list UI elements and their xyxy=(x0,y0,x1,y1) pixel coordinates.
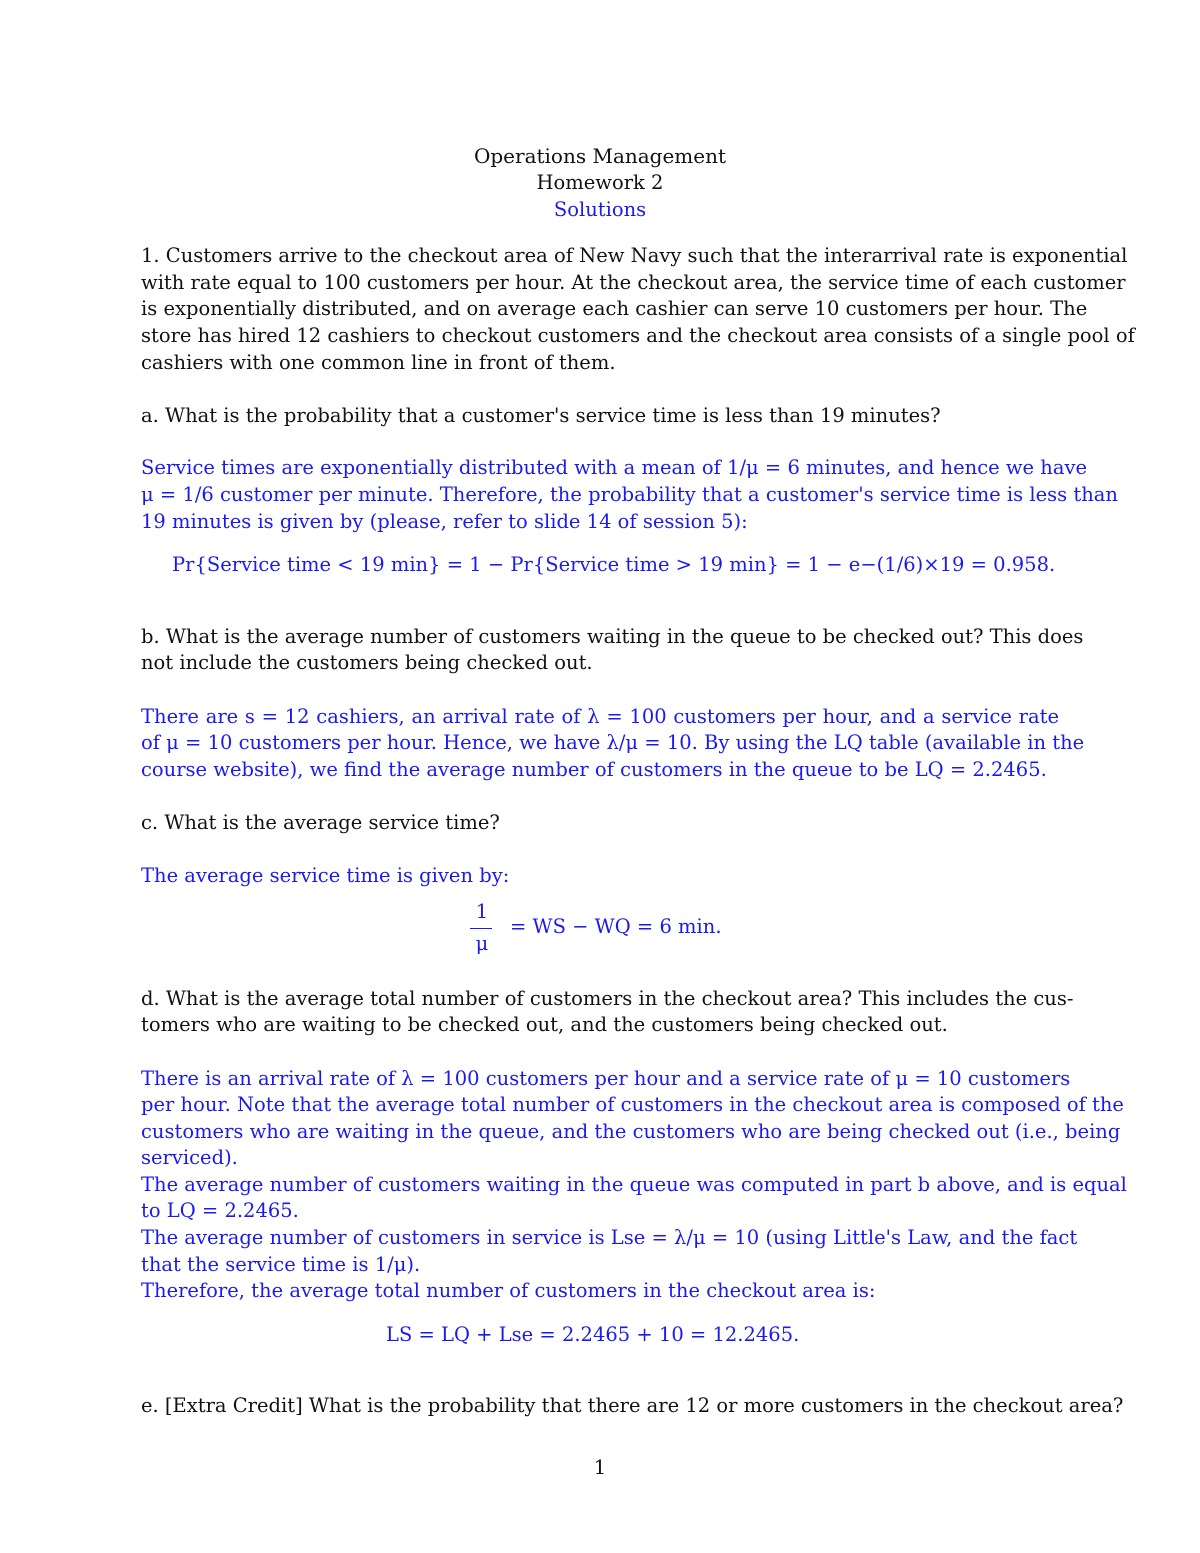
part-c-answer: The average service time is given by: xyxy=(141,864,510,887)
q1-line-3: is exponentially distributed, and on average each cashier can serve 10 customers per hour. The xyxy=(141,297,1088,320)
part-a-answer-1: Service times are exponentially distributed with a mean of 1/μ = 6 minutes, and hence we have xyxy=(141,456,1088,479)
part-a-answer-3: 19 minutes is given by (please, refer to slide 14 of session 5): xyxy=(141,510,748,533)
part-d-answer-4: serviced). xyxy=(141,1146,238,1169)
part-d-answer-9: Therefore, the average total number of customers in the checkout area is: xyxy=(141,1279,876,1302)
part-d-question-1: d. What is the average total number of customers in the checkout area? This includes the cus- xyxy=(141,987,1074,1010)
document-title: Operations Management xyxy=(473,144,727,168)
part-d-answer-5: The average number of customers waiting in the queue was computed in part b above, and is equal xyxy=(141,1173,1127,1196)
part-a-question: a. What is the probability that a customer's service time is less than 19 minutes? xyxy=(141,404,941,427)
part-b-question-2: not include the customers being checked out. xyxy=(141,651,593,674)
part-c-fraction-numerator: 1 xyxy=(475,900,489,923)
solutions-label: Solutions xyxy=(553,198,647,221)
part-c-equation-rhs: = WS − WQ = 6 min. xyxy=(510,915,722,938)
part-d-answer-8: that the service time is 1/μ). xyxy=(141,1253,421,1276)
part-d-question-2: tomers who are waiting to be checked out, and the customers being checked out. xyxy=(141,1013,948,1036)
part-d-answer-3: customers who are waiting in the queue, and the customers who are being checked out (i.e., being xyxy=(141,1120,1121,1143)
part-b-answer-1: There are s = 12 cashiers, an arrival rate of λ = 100 customers per hour, and a service rate xyxy=(141,705,1059,728)
part-b-answer-3: course website), we find the average number of customers in the queue to be LQ = 2.2465. xyxy=(141,758,1047,781)
q1-line-2: with rate equal to 100 customers per hour. At the checkout area, the service time of each customer xyxy=(141,271,1126,294)
part-d-answer-2: per hour. Note that the average total number of customers in the checkout area is composed of the xyxy=(141,1093,1124,1116)
part-e-question: e. [Extra Credit] What is the probability that there are 12 or more customers in the checkout area? xyxy=(141,1394,1124,1417)
part-c-fraction-denominator: μ xyxy=(475,932,489,955)
document-subtitle: Homework 2 xyxy=(536,171,664,194)
part-d-answer-1: There is an arrival rate of λ = 100 customers per hour and a service rate of μ = 10 customers xyxy=(141,1067,1071,1090)
part-b-question-1: b. What is the average number of customers waiting in the queue to be checked out? This does xyxy=(141,625,1084,648)
part-a-equation: Pr{Service time < 19 min} = 1 − Pr{Service time > 19 min} = 1 − e−(1/6)×19 = 0.958. xyxy=(172,553,1056,576)
q1-line-1: 1. Customers arrive to the checkout area of New Navy such that the interarrival rate is exponential xyxy=(141,244,1128,267)
q1-line-5: cashiers with one common line in front of them. xyxy=(141,351,616,374)
page-number: 1 xyxy=(593,1456,607,1479)
part-c-fraction-bar xyxy=(470,928,492,929)
part-b-answer-2: of μ = 10 customers per hour. Hence, we have λ/μ = 10. By using the LQ table (available in the xyxy=(141,731,1085,754)
part-a-answer-2: μ = 1/6 customer per minute. Therefore, the probability that a customer's service time is less than xyxy=(141,483,1118,506)
part-c-question: c. What is the average service time? xyxy=(141,811,500,834)
q1-line-4: store has hired 12 cashiers to checkout customers and the checkout area consists of a single pool of xyxy=(141,324,1135,347)
part-d-answer-6: to LQ = 2.2465. xyxy=(141,1199,299,1222)
part-d-equation: LS = LQ + Lse = 2.2465 + 10 = 12.2465. xyxy=(386,1323,800,1346)
part-d-answer-7: The average number of customers in service is Lse = λ/μ = 10 (using Little's Law, and the fact xyxy=(141,1226,1078,1249)
